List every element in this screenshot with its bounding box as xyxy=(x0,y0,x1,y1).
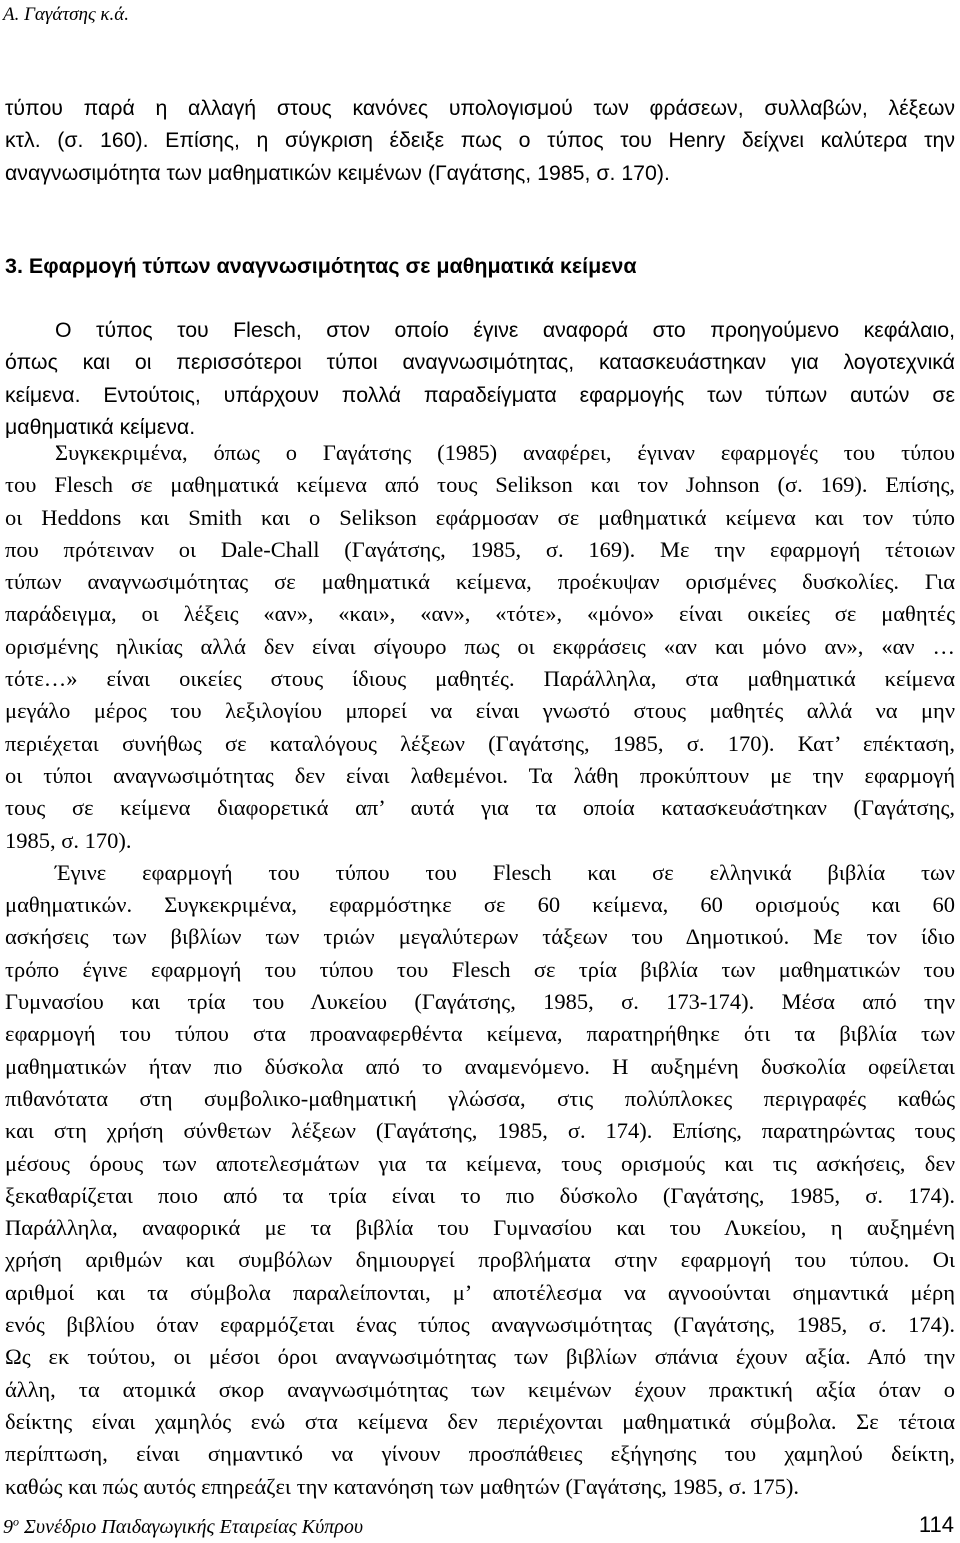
text-line: Γυμνασίου και τρία του Λυκείου (Γαγάτσης, 1985, σ. 173-174). Μέσα από την xyxy=(5,989,955,1015)
text-line: κείμενα. Εντούτοις, υπάρχουν πολλά παραδείγματα εφαρμογής των τύπων αυτών σε xyxy=(5,382,955,407)
text-line: πιθανότατα στη συμβολικο-μαθηματική γλώσσα, στις πολύπλοκες περιγραφές καθώς xyxy=(5,1085,955,1111)
conference-name: Συνέδριο Παιδαγωγικής Εταιρείας Κύπρου xyxy=(24,1516,364,1538)
text-line: αριθμοί και τα σύμβολα παραλείπονται, μ’ αποτέλεσμα να αγνοούνται σημαντικά μέρη xyxy=(5,1279,955,1305)
text-line: τύπου παρά η αλλαγή στους κανόνες υπολογισμού των φράσεων, συλλαβών, λέξεων xyxy=(5,96,955,120)
section-heading: 3. Εφαρμογή τύπων αναγνωσιμότητας σε μαθηματικά κείμενα xyxy=(5,254,637,278)
text-line: μέσους όρους των αποτελεσμάτων για τα κείμενα, τους ορισμούς και τις ασκήσεις, δεν xyxy=(5,1150,955,1176)
text-line: χρήση αριθμών και συμβόλων δημιουργεί προβλήματα στην εφαρμογή του τύπου. Οι xyxy=(5,1247,955,1273)
text-line: Παράλληλα, αναφορικά με τα βιβλία του Γυμνασίου και του Λυκείου, η αυξημένη xyxy=(5,1215,955,1241)
text-line: Ως εκ τούτου, οι μέσοι όροι αναγνωσιμότητας των βιβλίων σπάνια έχουν αξία. Από την xyxy=(5,1344,955,1370)
text-line: παράδειγμα, οι λέξεις «αν», «και», «αν», «τότε», «μόνο» είναι οικείες σε μαθητές xyxy=(5,601,955,627)
text-line: εφαρμογή του τύπου στα προαναφερθέντα κείμενα, παρατηρήθηκε ότι τα βιβλία των xyxy=(5,1021,955,1047)
text-line: τρόπο έγινε εφαρμογή του τύπου του Flesch σε τρία βιβλία των μαθηματικών του xyxy=(5,956,955,982)
text-line: δείκτης είναι χαμηλός ενώ στα κείμενα δεν περιέχονται μαθηματικά σύμβολα. Σε τέτοια xyxy=(5,1408,955,1434)
text-line: τύπων αναγνωσιμότητας σε μαθηματικά κείμενα, προέκυψαν ορισμένες δυσκολίες. Για xyxy=(5,569,955,595)
text-line: οι Heddons και Smith και ο Selikson εφάρμοσαν σε μαθηματικά κείμενα και τον τύπο xyxy=(5,504,955,530)
text-line: και στη χρήση σύνθετων λέξεων (Γαγάτσης, 1985, σ. 174). Επίσης, παρατηρώντας τους xyxy=(5,1118,955,1144)
text-line: περιέχεται συνήθως σε καταλόγους λέξεων (Γαγάτσης, 1985, σ. 170). Κατ’ επέκταση, xyxy=(5,730,955,756)
text-line: 1985, σ. 170). xyxy=(5,827,132,853)
ordinal-suffix: ο xyxy=(13,1514,19,1529)
body-text xyxy=(5,437,955,1503)
text-line: περίπτωση, είναι σημαντικό να γίνουν προσπάθειες εξήγησης του χαμηλού δείκτη, xyxy=(5,1441,955,1467)
text-line: καθώς και πώς αυτός επηρεάζει την κατανόηση των μαθητών (Γαγάτσης, 1985, σ. 175). xyxy=(5,1473,799,1499)
text-line: τους σε κείμενα διαφορετικά απ’ αυτά για τα οποία κατασκευάστηκαν (Γαγάτσης, xyxy=(5,795,955,821)
conference-title xyxy=(3,1516,363,1538)
text-line: μαθηματικών. Συγκεκριμένα, εφαρμόστηκε σε 60 κείμενα, 60 ορισμούς και 60 xyxy=(5,892,955,918)
text-line: αναγνωσιμότητα των μαθηματικών κειμένων (Γαγάτσης, 1985, σ. 170). xyxy=(5,160,670,185)
text-line: όπως και οι περισσότεροι τύποι αναγνωσιμότητας, κατασκευάστηκαν για λογοτεχνικά xyxy=(5,350,955,375)
running-header-author: Α. Γαγάτσης κ.ά. xyxy=(3,4,129,25)
text-line: μαθηματικών ήταν πιο δύσκολα από το αναμενόμενο. Η αυξημένη δυσκολία οφείλεται xyxy=(5,1053,955,1079)
paragraph-greek-books xyxy=(5,857,955,1503)
text-line: ξεκαθαρίζεται ποιο από τα τρία είναι το πιο δύσκολο (Γαγάτσης, 1985, σ. 174). xyxy=(5,1182,955,1208)
text-line: του Flesch σε μαθηματικά κείμενα από τους Selikson και τον Johnson (σ. 169). Επίσης, xyxy=(5,472,955,498)
intro-paragraph xyxy=(5,92,955,189)
text-line: που πρότειναν οι Dale-Chall (Γαγάτσης, 1985, σ. 169). Με την εφαρμογή τέτοιων xyxy=(5,536,955,562)
text-line: ορισμένης ηλικίας αλλά δεν είναι σίγουρο πως οι εκφράσεις «αν και μόνο αν», «αν … xyxy=(5,633,955,659)
text-line: μεγάλο μέρος του λεξιλογίου μπορεί να είναι γνωστό στους μαθητές αλλά να μην xyxy=(5,698,955,724)
text-line: τότε…» είναι οικείες στους ίδιους μαθητές. Παράλληλα, στα μαθηματικά κείμενα xyxy=(5,666,955,692)
paragraph-flesch-intro xyxy=(5,314,955,443)
page-number: 114 xyxy=(918,1512,954,1537)
paragraph-applications xyxy=(5,437,955,857)
text-line: ασκήσεις των βιβλίων των τριών μεγαλύτερων τάξεων του Δημοτικού. Με τον ίδιο xyxy=(5,924,955,950)
text-line: οι τύποι αναγνωσιμότητας δεν είναι λαθεμένοι. Τα λάθη προκύπτουν με την εφαρμογή xyxy=(5,762,955,788)
text-line: Συγκεκριμένα, όπως ο Γαγάτσης (1985) αναφέρει, έγιναν εφαρμογές του τύπου xyxy=(55,440,955,465)
text-line: κτλ. (σ. 160). Επίσης, η σύγκριση έδειξε πως ο τύπος του Henry δείχνει καλύτερα την xyxy=(5,128,955,153)
text-line: Ο τύπος του Flesch, στον οποίο έγινε αναφορά στο προηγούμενο κεφάλαιο, xyxy=(55,318,955,342)
text-line: μαθηματικά κείμενα. xyxy=(5,414,196,439)
text-line: άλλη, τα ατομικά σκορ αναγνωσιμότητας των κειμένων έχουν πρακτική αξία όταν ο xyxy=(5,1376,955,1402)
text-line: Έγινε εφαρμογή του τύπου του Flesch και σε ελληνικά βιβλία των xyxy=(55,859,955,885)
conference-ordinal: 9 xyxy=(3,1516,13,1538)
text-line: ενός βιβλίου όταν εφαρμόζεται ένας τύπος αναγνωσιμότητας (Γαγάτσης, 1985, σ. 174). xyxy=(5,1312,955,1338)
page-footer xyxy=(3,1512,954,1538)
